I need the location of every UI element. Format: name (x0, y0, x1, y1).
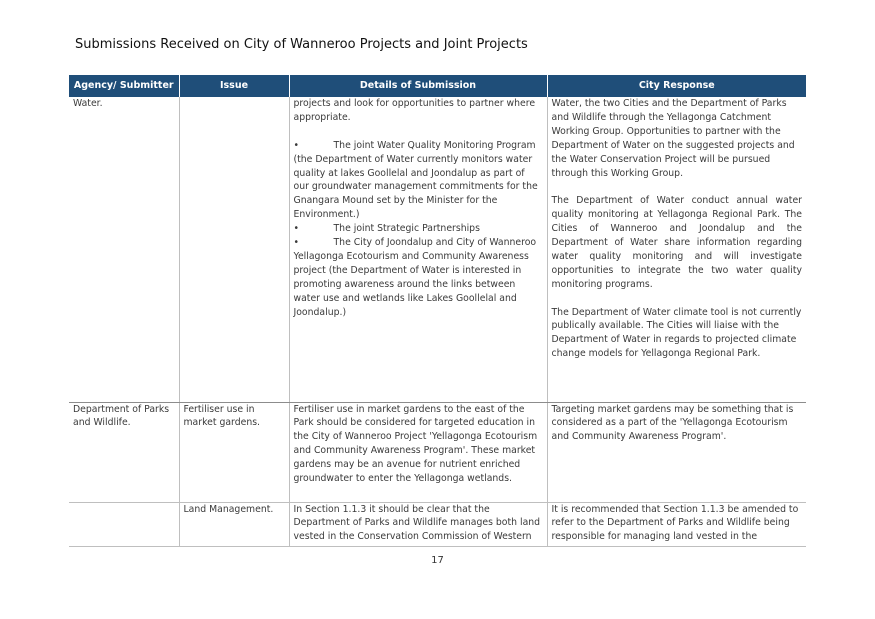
table-header-row (69, 75, 806, 97)
agency-text: Water. (73, 98, 103, 109)
issue-text: Land Management. (183, 503, 274, 515)
response-cell (547, 402, 806, 502)
bullet-glyph: • (293, 139, 299, 151)
response-paragraph: The Department of Water conduct annual water quality monitoring at Yellagonga Regional Park. The Cities of Wanneroo and Joondalup and the Department of Water share information regarding water quality monitoring and will investigate opportunities to integrate the two water quality monitoring programs. (551, 195, 802, 290)
agency-cell (69, 402, 179, 502)
page-number: 17 (431, 555, 444, 566)
column-header-details: Details of Submission (289, 75, 547, 97)
column-header-agency: Agency/ Submitter (69, 75, 179, 97)
response-paragraph: The Department of Water climate tool is not currently publically available. The Cities will liaise with the Department of Water in regards to projected climate change models for Yellagonga Regional Park. (551, 306, 802, 360)
details-text: In Section 1.1.3 it should be clear that the Department of Parks and Wildlife manages both land vested in the Conservation Commission of Western (293, 503, 541, 543)
bullet-text: The joint Water Quality Monitoring Program (333, 139, 536, 151)
issue-text: Fertiliser use in market gardens. (183, 403, 261, 429)
bullet-continuation: (the Department of Water currently monitors water quality at lakes Goollelal and Joondalup as part of our groundwater management commitments for the Gnangara Mound set by the Minister for the Environment.) (293, 153, 538, 221)
submissions-table (69, 75, 806, 547)
response-cell (547, 502, 806, 546)
page-title: Submissions Received on City of Wanneroo Projects and Joint Projects (75, 37, 528, 52)
details-text: Fertiliser use in market gardens to the east of the Park should be considered for targeted education in the City of Wanneroo Project 'Yellagonga Ecotourism and Community Awareness Program'. These market gardens may be an avenue for nutrient enriched groundwater to enter the Yellagonga wetlands. (293, 403, 538, 485)
bullet-glyph: • (293, 237, 299, 249)
bullet-item (294, 139, 543, 153)
agency-text: Department of Parks and Wildlife. (73, 403, 170, 429)
bullet-text: The City of Joondalup and City of Wanneroo (333, 237, 537, 249)
bullet-continuation: Yellagonga Ecotourism and Community Awareness project (the Department of Water is interested in promoting awareness around the links between water use and wetlands like Lakes Goollelal and Joondalup.) (293, 250, 529, 318)
response-cell (547, 97, 806, 402)
details-cell (289, 97, 547, 402)
column-header-issue: Issue (179, 75, 289, 97)
response-text: Targeting market gardens may be something that is considered as a part of the 'Yellagonga Ecotourism and Community Awareness Program'. (551, 403, 794, 443)
issue-cell (179, 502, 289, 546)
response-text: It is recommended that Section 1.1.3 be amended to refer to the Department of Parks and Wildlife being responsible for managing land vested in the (551, 503, 799, 543)
bullet-item (294, 222, 543, 236)
response-paragraph: Water, the two Cities and the Department of Parks and Wildlife through the Yellagonga Catchment Working Group. Opportunities to partner with the Department of Water on the suggested projects and the Water Conservation Project will be pursued through this Working Group. (551, 98, 795, 179)
details-cell (289, 502, 547, 546)
bullet-item (294, 236, 543, 250)
bullet-text: The joint Strategic Partnerships (333, 223, 480, 235)
agency-cell (69, 502, 179, 546)
table-row (69, 97, 806, 402)
details-cell (289, 402, 547, 502)
table-row (69, 402, 806, 502)
issue-cell (179, 402, 289, 502)
bullet-glyph: • (293, 223, 299, 235)
agency-cell (69, 97, 179, 402)
column-header-response: City Response (547, 75, 806, 97)
issue-cell (179, 97, 289, 402)
details-intro: projects and look for opportunities to partner where appropriate. (293, 98, 536, 123)
table-row (69, 502, 806, 546)
